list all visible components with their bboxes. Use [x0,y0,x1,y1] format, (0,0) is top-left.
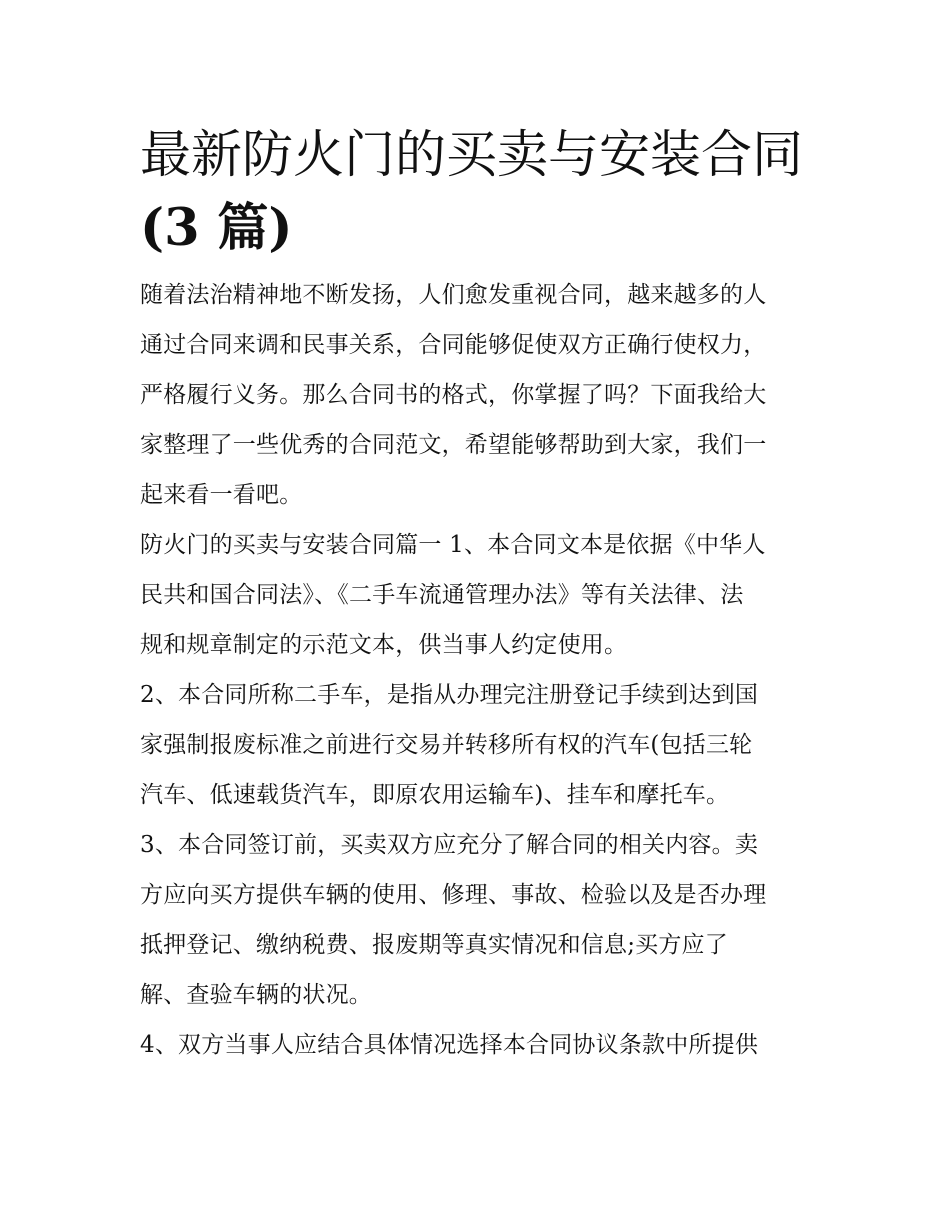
document-body [140,270,815,1070]
body-line: 3、本合同签订前，买卖双方应充分了解合同的相关内容。卖 [140,832,759,858]
body-line: 抵押登记、缴纳税费、报废期等真实情况和信息;买方应了 [140,932,728,958]
body-line: 家整理了一些优秀的合同范文，希望能够帮助到大家，我们一 [140,432,767,458]
body-line: 2、本合同所称二手车，是指从办理完注册登记手续到达到国 [140,682,759,708]
body-line: 家强制报废标准之前进行交易并转移所有权的汽车(包括三轮 [140,732,753,758]
body-line: 4、双方当事人应结合具体情况选择本合同协议条款中所提供 [140,1032,759,1058]
document-page [140,112,815,1070]
document-title-line-2: (3 篇) [140,197,293,258]
body-line: 起来看一看吧。 [140,482,303,508]
body-line: 规和规章制定的示范文本，供当事人约定使用。 [140,632,628,658]
body-line: 汽车、低速载货汽车，即原农用运输车)、挂车和摩托车。 [140,782,730,808]
body-line: 民共和国合同法》、《二手车流通管理办法》等有关法律、法 [140,582,744,608]
body-line: 防火门的买卖与安装合同篇一 1、本合同文本是依据《中华人 [140,532,766,558]
body-line: 通过合同来调和民事关系，合同能够促使双方正确行使权力， [140,332,767,358]
document-title-line-1: 最新防火门的买卖与安装合同 [140,125,804,185]
body-line: 严格履行义务。那么合同书的格式，你掌握了吗？下面我给大 [140,382,767,408]
body-line: 方应向买方提供车辆的使用、修理、事故、检验以及是否办理 [140,882,767,908]
body-line: 解、查验车辆的状况。 [140,982,372,1008]
body-line: 随着法治精神地不断发扬，人们愈发重视合同，越来越多的人 [140,282,767,308]
